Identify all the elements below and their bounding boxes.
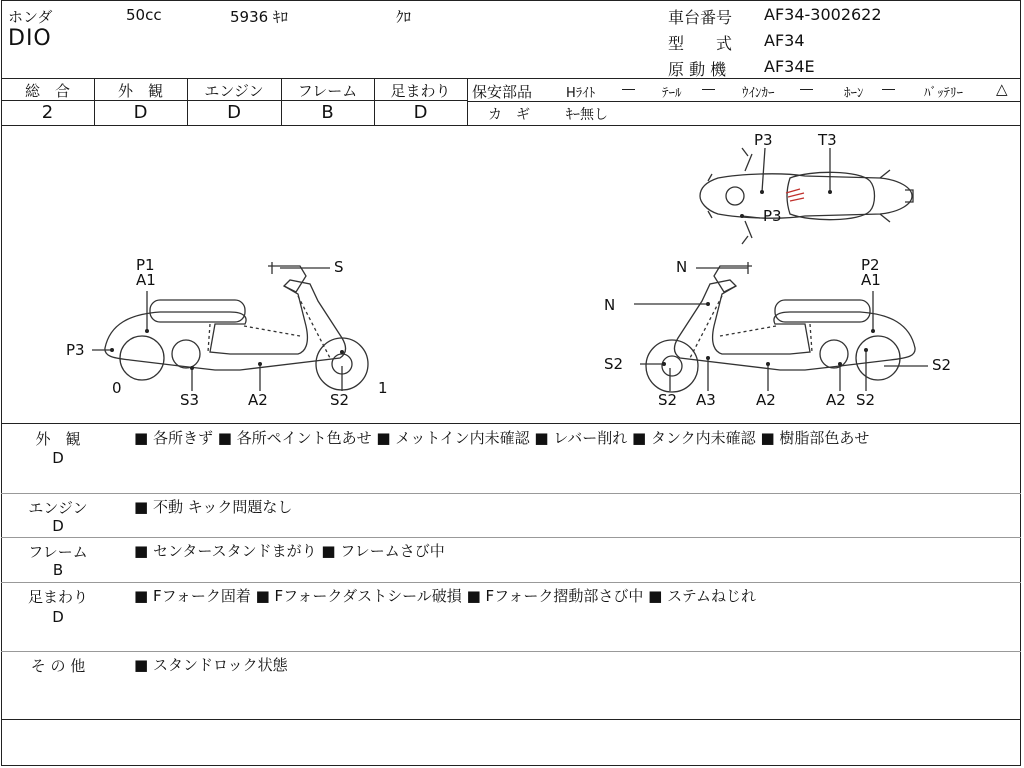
diagram-label: P2	[861, 256, 880, 274]
diagram-label: 1	[378, 379, 388, 397]
diagram-label: A2	[756, 391, 776, 409]
diagram-label: A3	[696, 391, 716, 409]
displacement: 50cc	[126, 6, 162, 24]
grade-top-rule	[1, 78, 1021, 79]
note-text-engine: ■ 不動 キック問題なし	[134, 498, 293, 516]
diagram-label: S2	[604, 355, 624, 373]
safety-value-horn: ―	[882, 82, 895, 97]
note-text-other: ■ スタンドロック状態	[134, 656, 288, 674]
notes-rule	[1, 537, 1021, 538]
grade-label-suspension: 足まわり	[390, 82, 451, 100]
diagram-label: A1	[136, 271, 156, 289]
model-name: DIO	[8, 26, 52, 51]
grade-label-engine: エンジン	[204, 82, 264, 100]
grade-label-exterior: 外 観	[117, 82, 163, 100]
safety-item-battery: ﾊﾞｯﾃﾘｰ	[924, 86, 963, 101]
safety-item-horn: ﾎｰﾝ	[844, 86, 864, 101]
grade-value-exterior: D	[133, 102, 148, 123]
diagram-label: T3	[818, 131, 837, 149]
note-category: 外 観	[35, 430, 81, 448]
safety-item-tail: ﾃｰﾙ	[662, 86, 682, 101]
diagram-label: S	[334, 258, 344, 276]
note-category: 足まわり	[27, 588, 88, 606]
diagram-label: P3	[763, 207, 782, 225]
diagram-label: P3	[754, 131, 773, 149]
notes-rule	[1, 493, 1021, 494]
mileage: 5936 ｷﾛ	[230, 8, 288, 26]
grade-value-suspension: D	[413, 102, 428, 123]
diagram-label: S3	[180, 391, 200, 409]
safety-item-winker: ｳｲﾝｶｰ	[742, 86, 775, 101]
frame-no-label: 車台番号	[668, 8, 733, 27]
safety-item-headlight: Hﾗｲﾄ	[566, 86, 596, 101]
safety-label: 保安部品	[472, 83, 533, 101]
scratch-mark	[786, 189, 804, 201]
diagram-label: A2	[826, 391, 846, 409]
notes-rule	[1, 582, 1021, 583]
diagram-label: S2	[856, 391, 876, 409]
type-value: AF34	[764, 31, 805, 50]
note-category: エンジン	[28, 499, 88, 517]
diagram-label: 0	[112, 379, 122, 397]
diagram-label: P3	[66, 341, 85, 359]
diagram-label: S2	[932, 356, 952, 374]
notes-rule	[1, 651, 1021, 652]
note-grade: B	[52, 561, 64, 579]
engine-value: AF34E	[764, 57, 815, 76]
grade-label-overall: 総 合	[24, 82, 70, 100]
key-label: カ ギ	[488, 107, 530, 123]
scooter-top-view	[700, 148, 913, 244]
safety-value-headlight: ―	[622, 82, 635, 97]
grade-label-frame: フレーム	[297, 82, 358, 100]
diagram-label: A2	[248, 391, 268, 409]
grade-value-engine: D	[227, 102, 241, 123]
type-label: 型 式	[668, 34, 733, 53]
diagram-label: N	[676, 258, 688, 276]
note-text-suspension: ■ Fフォーク固着 ■ Fフォークダストシール破損 ■ Fフォーク摺動部さび中 ■ ステムねじれ	[134, 587, 757, 605]
diagram-label: S2	[330, 391, 350, 409]
maker: ホンダ	[8, 8, 53, 26]
frame-no: AF34-3002622	[764, 5, 882, 24]
note-grade: D	[52, 517, 64, 535]
note-category: フレーム	[28, 543, 88, 561]
notes-top-rule	[1, 423, 1021, 424]
note-grade: D	[52, 608, 64, 626]
note-category: そ の 他	[30, 657, 86, 675]
diagram-label: S2	[658, 391, 678, 409]
diagram-label: A1	[861, 271, 881, 289]
safety-value-battery: △	[996, 80, 1008, 98]
grade-value-overall: 2	[41, 102, 54, 123]
note-text-exterior: ■ 各所きず ■ 各所ペイント色あせ ■ メットイン内未確認 ■ レバー削れ ■ タンク内未確認 ■ 樹脂部色あせ	[134, 429, 870, 447]
note-grade: D	[52, 449, 64, 467]
diagram-label: N	[604, 296, 616, 314]
safety-value-winker: ―	[800, 82, 813, 97]
engine-label: 原 動 機	[668, 60, 727, 79]
notes-bottom-rule	[1, 719, 1021, 720]
safety-value-tail: ―	[702, 82, 715, 97]
color: ｸﾛ	[396, 8, 412, 26]
grade-divider	[467, 78, 468, 125]
grade-value-frame: B	[321, 102, 334, 123]
note-text-frame: ■ センタースタンドまがり ■ フレームさび中	[134, 542, 445, 560]
safety-mid-rule	[467, 101, 1021, 102]
diagram-label: P1	[136, 256, 155, 274]
key-value: ｷｰ無し	[566, 107, 608, 123]
